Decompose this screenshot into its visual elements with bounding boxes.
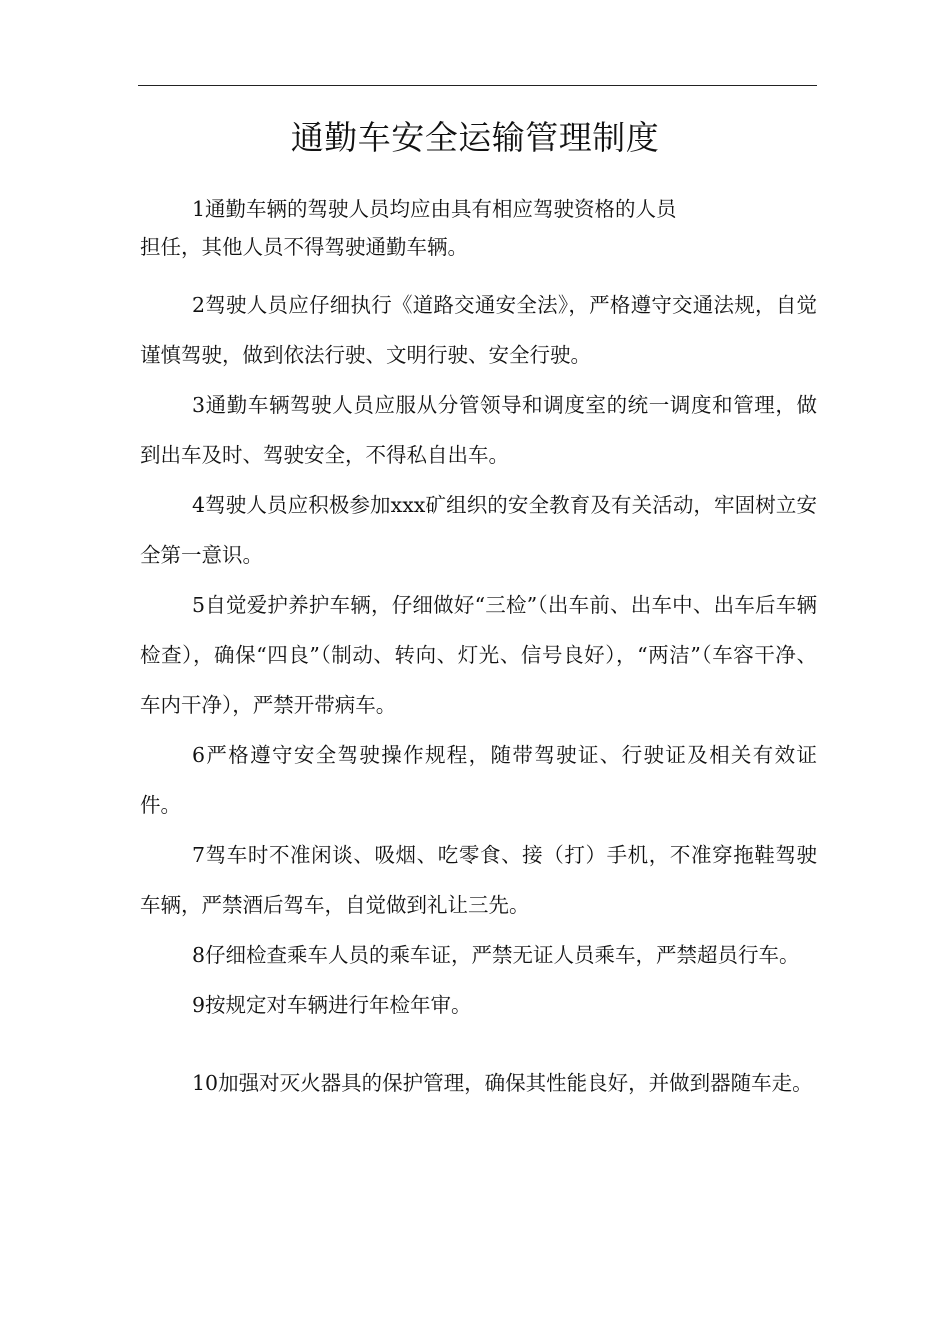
paragraph-1 [140,190,817,266]
document-title: 通勤车安全运输管理制度 [290,118,660,157]
header-rule [138,85,817,86]
paragraph-1-line-2: 担任，其他人员不得驾驶通勤车辆。 [140,235,468,259]
paragraph-1-line-1: 1通勤车辆的驾驶人员均应由具有相应驾驶资格的人员 [192,197,677,221]
document-body [140,190,817,1108]
paragraph-7: 7驾车时不准闲谈、吸烟、吃零食、接（打）手机，不准穿拖鞋驾驶车辆，严禁酒后驾车，自觉做到礼让三先。 [140,843,817,917]
paragraph-6: 6严格遵守安全驾驶操作规程，随带驾驶证、行驶证及相关有效证件。 [140,743,817,817]
paragraph-9: 9按规定对车辆进行年检年审。 [192,993,472,1017]
paragraph-10: 10加强对灭火器具的保护管理，确保其性能良好，并做到器随车走。 [192,1071,813,1095]
paragraph-5: 5自觉爱护养护车辆，仔细做好“三检”（出车前、出车中、出车后车辆检查），确保“四良”（制动、转向、灯光、信号良好），“两洁”（车容干净、车内干净），严禁开带病车。 [140,593,817,717]
paragraph-8: 8仔细检查乘车人员的乘车证，严禁无证人员乘车，严禁超员行车。 [192,943,800,967]
paragraph-3: 3通勤车辆驾驶人员应服从分管领导和调度室的统一调度和管理，做到出车及时、驾驶安全，不得私自出车。 [140,393,817,467]
paragraph-2: 2驾驶人员应仔细执行《道路交通安全法》，严格遵守交通法规，自觉谨慎驾驶，做到依法行驶、文明行驶、安全行驶。 [140,293,817,367]
paragraph-gap [140,1030,817,1058]
paragraph-4: 4驾驶人员应积极参加xxx矿组织的安全教育及有关活动，牢固树立安全第一意识。 [140,493,817,567]
